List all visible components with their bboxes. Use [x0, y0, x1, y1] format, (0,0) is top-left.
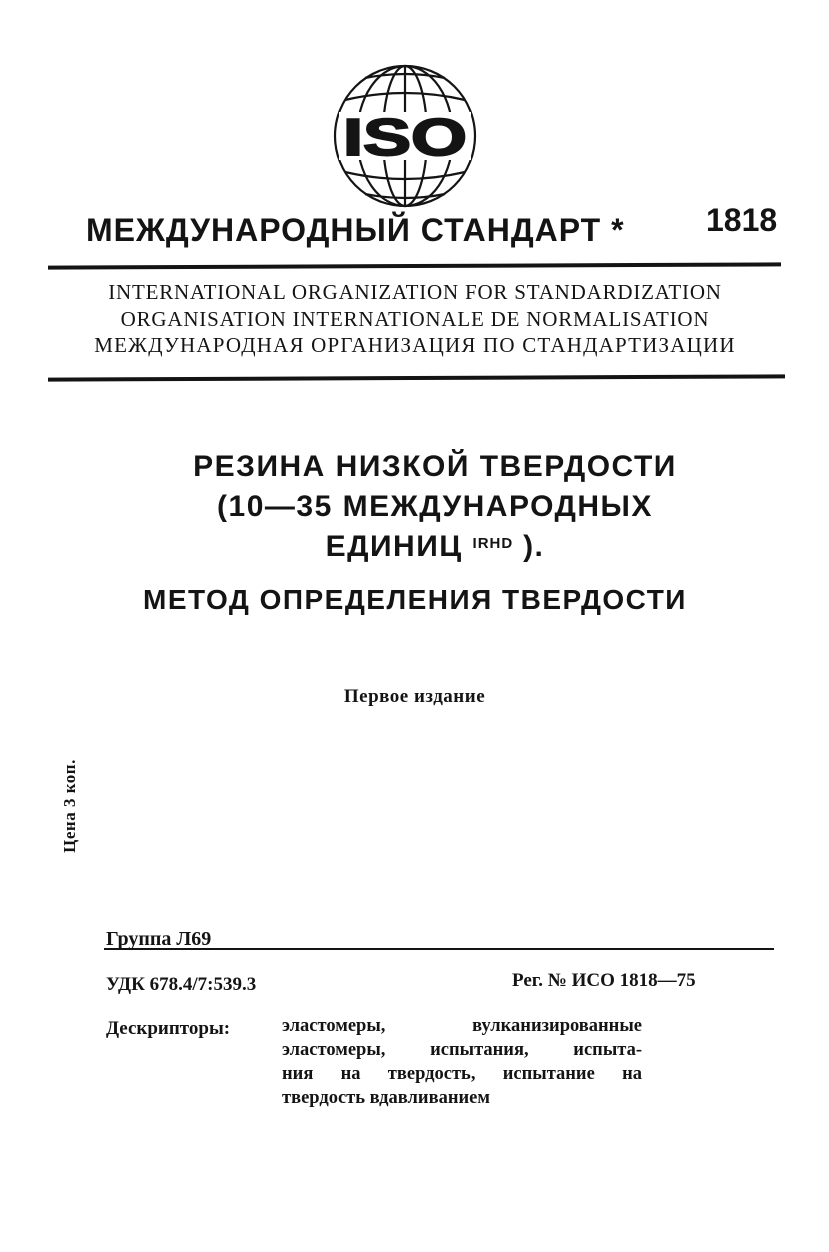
document-title-line-3: [100, 530, 770, 564]
title-closing: ).: [523, 530, 545, 563]
standard-heading: МЕЖДУНАРОДНЫЙ СТАНДАРТ *: [86, 212, 625, 248]
descriptors-line: ния на твердость, испытание на: [282, 1064, 642, 1084]
descriptors-line: эластомеры, вулканизированные: [282, 1016, 642, 1036]
standard-number: 1818: [706, 202, 778, 238]
edition-label: Первое издание: [343, 686, 486, 707]
group-code: Группа Л69: [106, 928, 212, 950]
document-subtitle: МЕТОД ОПРЕДЕЛЕНИЯ ТВЕРДОСТИ: [143, 584, 687, 615]
descriptors-line: эластомеры, испытания, испыта-: [282, 1040, 642, 1060]
organization-name-en: INTERNATIONAL ORGANIZATION FOR STANDARDIZATION: [108, 280, 722, 304]
footer-divider: [104, 948, 774, 950]
header-divider: [48, 262, 781, 269]
title-units-word: ЕДИНИЦ: [325, 530, 463, 563]
document-title-line-2: (10—35 МЕЖДУНАРОДНЫХ: [217, 490, 653, 523]
document-title-line-1: РЕЗИНА НИЗКОЙ ТВЕРДОСТИ: [193, 450, 677, 483]
organization-name-ru: МЕЖДУНАРОДНАЯ ОРГАНИЗАЦИЯ ПО СТАНДАРТИЗАЦИИ: [94, 333, 736, 357]
iso-logo-text: ISO: [343, 109, 467, 167]
organization-divider: [48, 374, 785, 381]
organization-name-fr: ORGANISATION INTERNATIONALE DE NORMALISATION: [120, 307, 710, 331]
descriptors-line: твердость вдавливанием: [282, 1088, 490, 1108]
udk-code: УДК 678.4/7:539.3: [106, 974, 257, 995]
price-label: Цена 3 коп.: [60, 759, 79, 853]
registration-number: Рег. № ИСО 1818—75: [512, 970, 696, 991]
iso-logo: [331, 62, 479, 210]
descriptors-label: Дескрипторы:: [106, 1018, 231, 1039]
irhd-label: IRHD: [472, 535, 514, 552]
